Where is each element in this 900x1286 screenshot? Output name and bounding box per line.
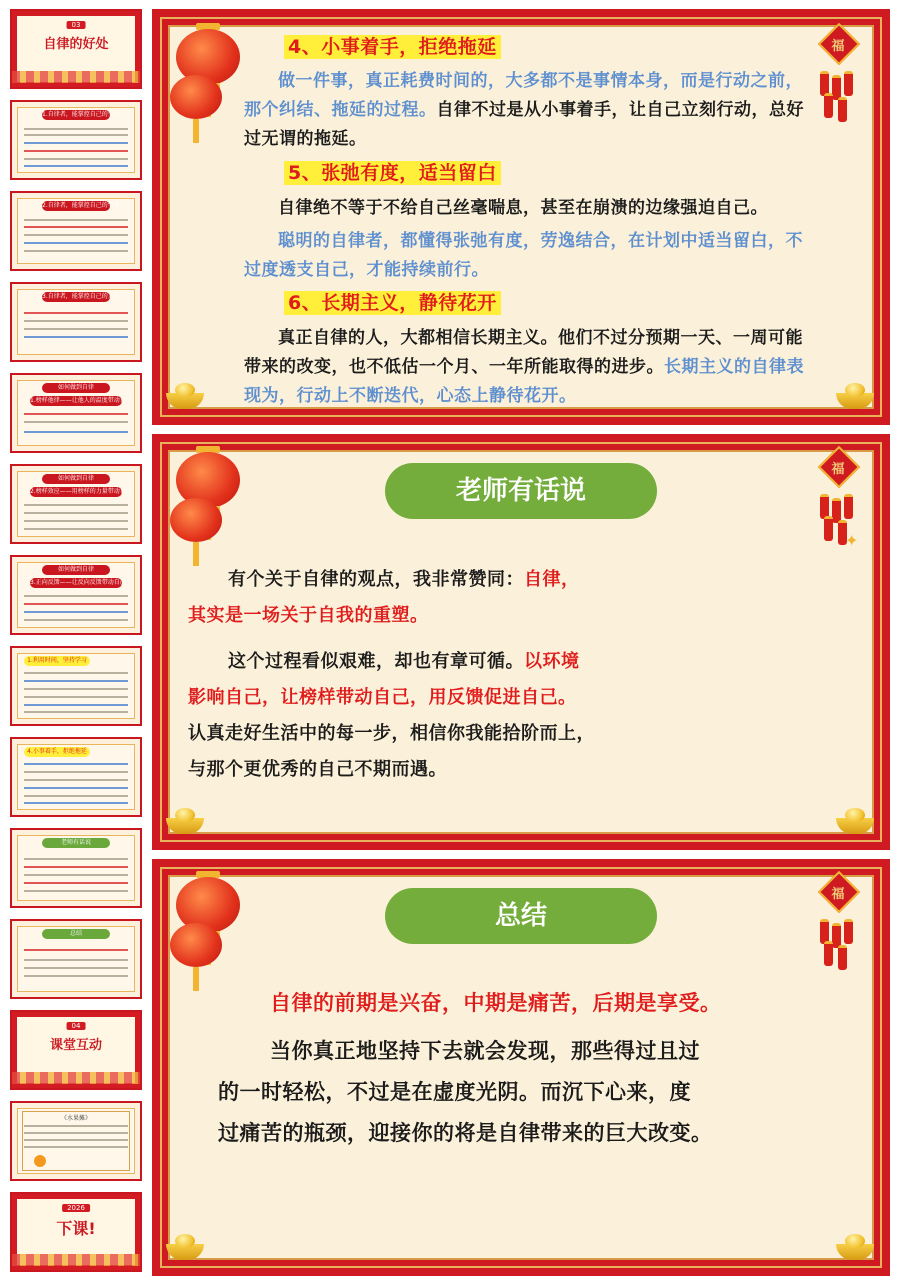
quote-line-4: 影响自己，让榜样带动自己，用反馈促进自己。	[188, 687, 577, 708]
thumbnail-title: 课堂互动	[49, 1038, 102, 1053]
thumbnail-slide-10[interactable]	[10, 828, 142, 908]
summary-line-3: 过痛苦的瓶颈，迎接你的将是自律带来的巨大改变。	[218, 1121, 713, 1145]
summary-body	[218, 1031, 858, 1154]
fu-character: 福	[831, 887, 845, 902]
thumbnail-heading: 4.小事着手，拒绝拖延	[24, 747, 90, 757]
auspicious-cloud-decoration	[12, 71, 140, 83]
fu-character: 福	[831, 462, 845, 477]
paragraph-4-body: 自律不过是从小事着手，让自己立刻行动，总好过无谓的拖延。	[244, 100, 804, 149]
thumbnail-heading: 如何做到自律	[42, 565, 110, 575]
thumbnail-slide-2[interactable]	[10, 100, 142, 180]
thumbnail-subheading: 2.榜样效应——用榜样的力量带动自己	[30, 488, 132, 495]
thumbnail-heading: 2.自律者，能掌控自己的学业	[42, 202, 120, 209]
fu-character: 福	[831, 39, 845, 54]
heading-4	[284, 33, 501, 62]
thumbnail-slide-5[interactable]	[10, 373, 142, 453]
quote-line-3: 这个过程看似艰难，却也有章可循。	[228, 651, 524, 672]
thumbnail-heading: 如何做到自律	[42, 383, 110, 393]
summary-line-1: 当你真正地坚持下去就会发现，那些得过且过	[270, 1039, 700, 1063]
gold-ingot-icon	[166, 383, 204, 409]
quote-line-2: 其实是一场关于自我的重塑。	[188, 605, 429, 626]
firecracker-icon	[808, 23, 868, 133]
thumbnail-slide-14[interactable]	[10, 1192, 142, 1272]
slide-summary	[152, 859, 890, 1276]
quote-line-1-emphasis: 自律，	[524, 569, 580, 590]
thumbnail-title: 下课!	[56, 1219, 96, 1238]
lantern-icon	[170, 75, 230, 155]
paragraph-6-highlight: 长期主义的自律表现为，行动上不断迭代，心态上静待花开。	[244, 357, 804, 406]
auspicious-cloud-decoration	[12, 1254, 140, 1266]
thumbnail-slide-1[interactable]	[10, 9, 142, 89]
lantern-icon	[170, 923, 230, 1003]
auspicious-cloud-decoration	[12, 1072, 140, 1084]
paragraph-6-body: 真正自律的人，大都相信长期主义。他们不过分预期一天、一周可能带来的改变，也不低估一个月、一年所能取得的进步。	[244, 328, 803, 377]
heading-6	[284, 289, 501, 318]
heading-5-text: 5、张弛有度，适当留白	[284, 161, 501, 185]
slide-thumbnail-rail	[0, 0, 150, 1286]
firecracker-icon	[808, 871, 868, 981]
thumbnail-heading: 总结	[42, 929, 110, 939]
thumbnail-subheading: 1.榜样他律——让他人的温度带动自己	[30, 397, 132, 404]
slide-teacher-says	[152, 434, 890, 850]
thumbnail-heading: 1.利用时间，坚持学习	[24, 656, 90, 666]
heading-6-text: 6、长期主义，静待花开	[284, 291, 501, 315]
star-icon: ✦	[845, 531, 859, 550]
thumbnail-slide-3[interactable]	[10, 191, 142, 271]
thumbnail-heading: 3.自律者，能掌控自己的人生	[42, 293, 120, 300]
gold-ingot-icon	[836, 383, 874, 409]
heading-5	[284, 159, 501, 188]
thumbnail-slide-12[interactable]	[10, 1010, 142, 1090]
slide-self-discipline-tips	[152, 9, 890, 425]
paragraph-6	[244, 324, 816, 411]
quote-line-5: 认真走好生活中的每一步，相信你我能拾阶而上，	[188, 723, 595, 744]
teacher-quote-text	[188, 562, 828, 788]
thumbnail-heading: 1.自律者，能掌控自己的生活	[42, 111, 120, 118]
quote-line-3-emphasis: 以环境	[524, 651, 580, 672]
gold-ingot-icon	[166, 1234, 204, 1260]
gold-ingot-icon	[836, 808, 874, 834]
paragraph-4-highlight: 做一件事，真正耗费时间的，大多都不是事情本身，而是行动之前，那个纠结、拖延的过程。	[244, 71, 803, 120]
quote-line-1: 有个关于自律的观点，我非常赞同：	[228, 569, 524, 590]
thumbnail-heading: 《水果摊》	[60, 1115, 91, 1122]
heading-4-text: 4、小事着手，拒绝拖延	[284, 35, 501, 59]
orange-icon	[34, 1155, 46, 1167]
section-number: 2026	[62, 1204, 90, 1212]
thumbnail-subheading: 3.正向反馈——让反向反馈带动自己	[30, 579, 126, 586]
section-number: 04	[67, 1022, 86, 1030]
gold-ingot-icon	[836, 1234, 874, 1260]
firecracker-icon	[808, 446, 868, 556]
gold-ingot-icon	[166, 808, 204, 834]
thumbnail-slide-7[interactable]	[10, 555, 142, 635]
thumbnail-slide-4[interactable]	[10, 282, 142, 362]
quote-line-6: 与那个更优秀的自己不期而遇。	[188, 759, 447, 780]
thumbnail-title: 自律的好处	[43, 37, 109, 52]
section-title: 总结	[385, 888, 657, 944]
section-title: 老师有话说	[385, 463, 657, 519]
summary-headline: 自律的前期是兴奋，中期是痛苦，后期是享受。	[270, 991, 722, 1015]
thumbnail-slide-6[interactable]	[10, 464, 142, 544]
paragraph-4	[244, 67, 816, 154]
section-number: 03	[67, 21, 86, 29]
thumbnail-heading: 如何做到自律	[42, 474, 110, 484]
paragraph-5a: 自律绝不等于不给自己丝毫喘息，甚至在崩溃的边缘强迫自己。	[278, 198, 768, 218]
thumbnail-heading: 老师有话说	[42, 838, 110, 848]
paragraph-5b: 聪明的自律者，都懂得张弛有度，劳逸结合，在计划中适当留白，不过度透支自己，才能持续前行。	[244, 231, 803, 280]
thumbnail-slide-9[interactable]	[10, 737, 142, 817]
thumbnail-slide-8[interactable]	[10, 646, 142, 726]
thumbnail-slide-13[interactable]	[10, 1101, 142, 1181]
summary-line-2: 的一时轻松，不过是在虚度光阴。而沉下心来，度	[218, 1080, 691, 1104]
thumbnail-slide-11[interactable]	[10, 919, 142, 999]
